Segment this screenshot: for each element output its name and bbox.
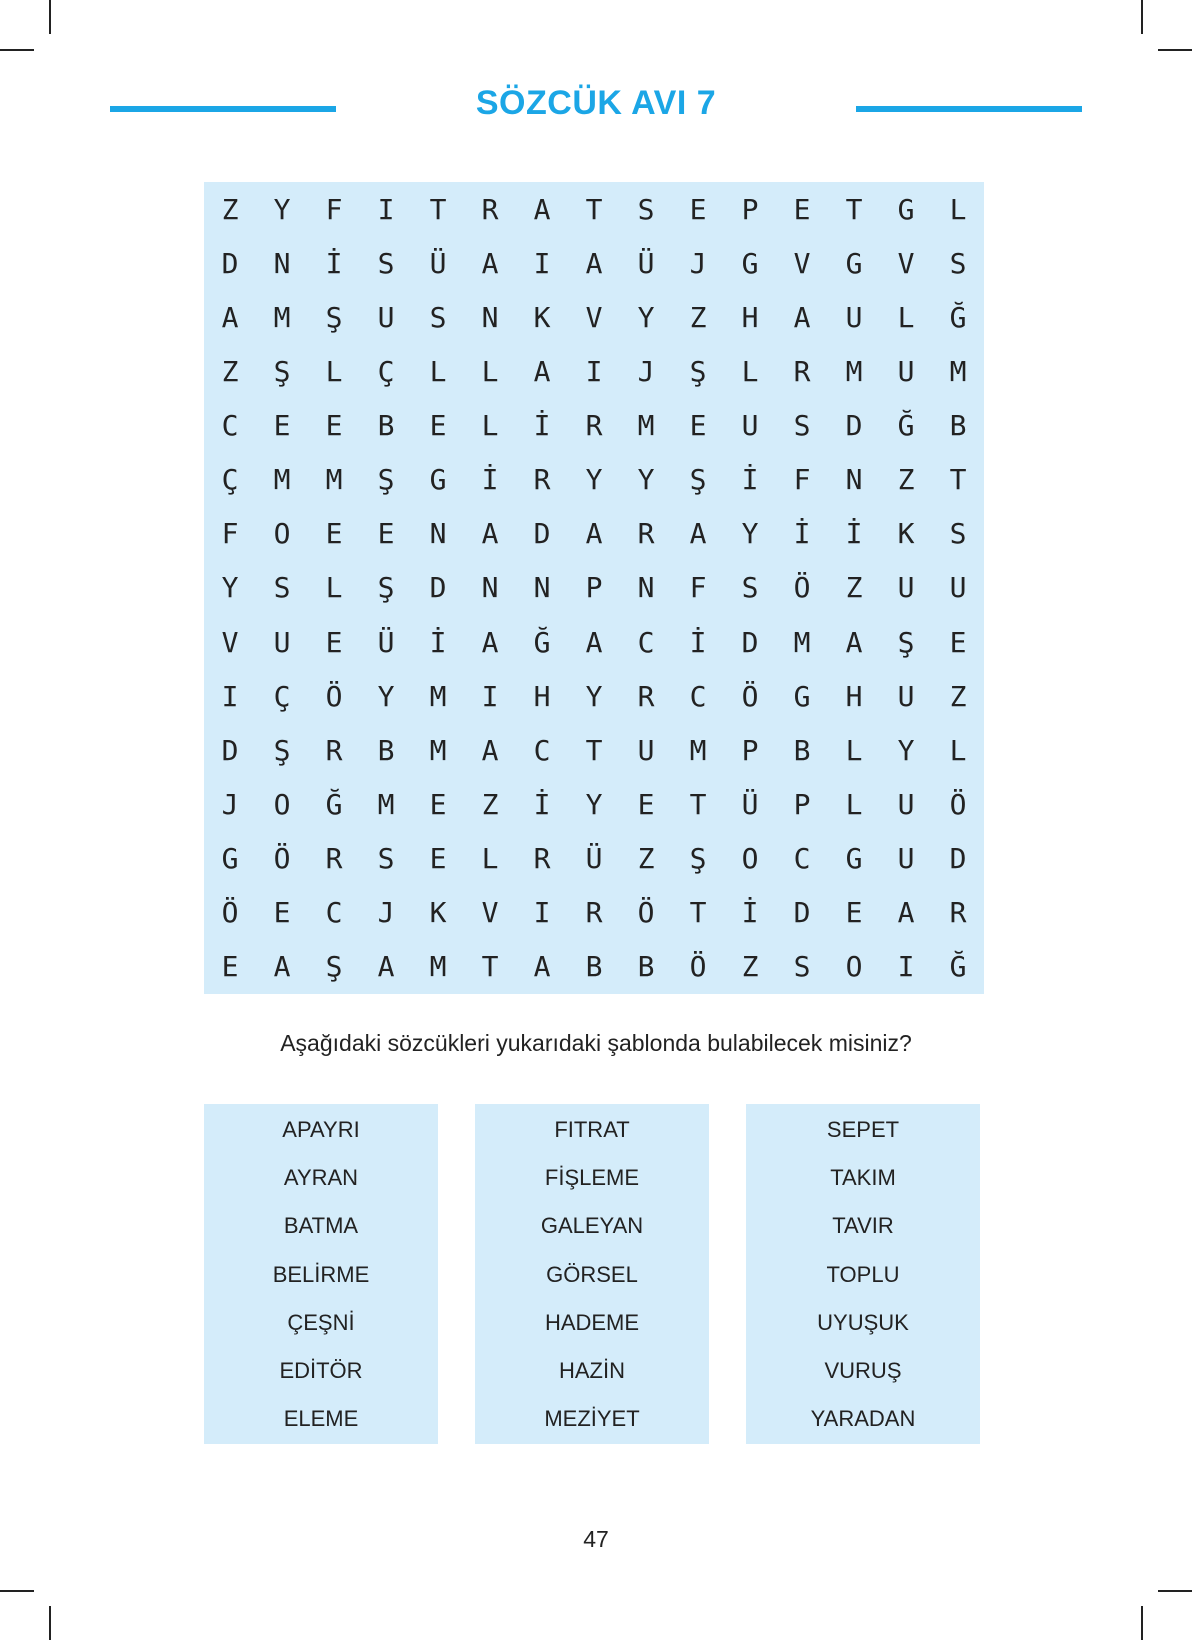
grid-letter[interactable]: D [221, 733, 239, 767]
grid-letter[interactable]: C [221, 409, 239, 443]
grid-letter[interactable]: Ö [273, 842, 291, 876]
grid-letter[interactable]: Ö [637, 896, 655, 930]
grid-letter[interactable]: E [429, 842, 447, 876]
grid-letter[interactable]: Ş [273, 733, 291, 767]
word-list-item: SEPET [826, 1117, 900, 1143]
grid-letter[interactable]: F [793, 463, 811, 497]
crop-mark [49, 1606, 51, 1640]
grid-letter[interactable]: I [533, 246, 551, 280]
grid-letter[interactable]: İ [481, 463, 499, 497]
grid-letter[interactable]: İ [533, 788, 551, 822]
grid-letter[interactable]: Y [637, 300, 655, 334]
grid-letter[interactable]: A [273, 950, 291, 984]
crop-mark [0, 1590, 34, 1592]
grid-letter[interactable]: T [949, 463, 967, 497]
grid-letter[interactable]: G [221, 842, 239, 876]
grid-letter[interactable]: Y [585, 679, 603, 713]
grid-letter[interactable]: S [273, 571, 291, 605]
grid-letter[interactable]: O [273, 517, 291, 551]
grid-letter[interactable]: A [481, 517, 499, 551]
grid-letter[interactable]: S [741, 571, 759, 605]
grid-letter[interactable]: O [741, 842, 759, 876]
grid-letter[interactable]: D [221, 246, 239, 280]
grid-letter[interactable]: R [533, 842, 551, 876]
word-list-item: BATMA [283, 1213, 359, 1239]
grid-letter[interactable]: A [533, 950, 551, 984]
grid-letter[interactable]: C [637, 625, 655, 659]
grid-letter[interactable]: E [325, 625, 343, 659]
grid-letter[interactable]: M [273, 463, 291, 497]
grid-letter[interactable]: A [377, 950, 395, 984]
word-list-column-2 [475, 1104, 709, 1444]
grid-letter[interactable]: Ş [325, 300, 343, 334]
word-list-item: TAKIM [830, 1165, 896, 1191]
grid-letter[interactable]: M [377, 788, 395, 822]
grid-letter[interactable]: R [325, 842, 343, 876]
grid-letter[interactable]: D [533, 517, 551, 551]
grid-letter[interactable]: Y [221, 571, 239, 605]
grid-letter[interactable]: U [273, 625, 291, 659]
grid-letter[interactable]: A [585, 625, 603, 659]
grid-letter[interactable]: Y [273, 192, 291, 226]
word-list-item: APAYRI [282, 1117, 360, 1143]
grid-letter[interactable]: B [377, 733, 395, 767]
grid-letter[interactable]: C [689, 679, 707, 713]
grid-letter[interactable]: U [897, 679, 915, 713]
grid-letter[interactable]: R [949, 896, 967, 930]
grid-letter[interactable]: L [481, 842, 499, 876]
grid-letter[interactable]: T [585, 192, 603, 226]
word-list-item: HAZİN [559, 1358, 625, 1384]
crop-mark [1158, 1590, 1192, 1592]
grid-letter[interactable]: V [481, 896, 499, 930]
grid-letter[interactable]: Y [377, 679, 395, 713]
grid-letter[interactable]: N [481, 571, 499, 605]
word-list-item: UYUŞUK [817, 1309, 909, 1335]
grid-letter[interactable]: H [845, 679, 863, 713]
grid-letter[interactable]: G [741, 246, 759, 280]
grid-letter[interactable]: I [377, 192, 395, 226]
grid-letter[interactable]: I [897, 950, 915, 984]
grid-letter[interactable]: T [429, 192, 447, 226]
grid-letter[interactable]: Y [637, 463, 655, 497]
instruction-text: Aşağıdaki sözcükleri yukarıdaki şablonda bulabilecek misiniz? [280, 1030, 912, 1056]
grid-letter[interactable]: L [325, 571, 343, 605]
grid-letter[interactable]: Ö [689, 950, 707, 984]
grid-letter[interactable]: F [325, 192, 343, 226]
grid-letter[interactable]: F [221, 517, 239, 551]
grid-letter[interactable]: M [273, 300, 291, 334]
grid-letter[interactable]: T [481, 950, 499, 984]
grid-letter[interactable]: N [429, 517, 447, 551]
crop-mark [0, 49, 34, 51]
grid-letter[interactable]: Z [845, 571, 863, 605]
crop-mark [1141, 0, 1143, 34]
grid-letter[interactable]: Z [221, 354, 239, 388]
word-list-item: HADEME [544, 1309, 640, 1335]
grid-letter[interactable]: R [793, 354, 811, 388]
grid-letter[interactable]: M [949, 354, 967, 388]
grid-letter[interactable]: Ü [741, 788, 759, 822]
grid-letter[interactable]: Ş [325, 950, 343, 984]
word-list-item: TOPLU [826, 1261, 900, 1287]
grid-letter[interactable]: A [221, 300, 239, 334]
grid-letter[interactable]: C [793, 842, 811, 876]
grid-letter[interactable]: Ş [897, 625, 915, 659]
grid-letter[interactable]: E [689, 192, 707, 226]
grid-letter[interactable]: M [689, 733, 707, 767]
grid-letter[interactable]: U [637, 733, 655, 767]
grid-letter[interactable]: Ü [637, 246, 655, 280]
grid-letter[interactable]: Ğ [949, 950, 967, 984]
grid-letter[interactable]: Y [897, 733, 915, 767]
grid-letter[interactable]: L [845, 733, 863, 767]
grid-letter[interactable]: M [429, 950, 447, 984]
grid-letter[interactable]: L [325, 354, 343, 388]
grid-letter[interactable]: Z [221, 192, 239, 226]
word-list-item: FITRAT [554, 1117, 630, 1143]
grid-letter[interactable]: Y [741, 517, 759, 551]
grid-letter[interactable]: M [793, 625, 811, 659]
grid-letter[interactable]: Ç [273, 679, 291, 713]
grid-letter[interactable]: T [845, 192, 863, 226]
grid-letter[interactable]: S [949, 517, 967, 551]
grid-letter[interactable]: L [897, 300, 915, 334]
grid-letter[interactable]: C [325, 896, 343, 930]
grid-letter[interactable]: Z [481, 788, 499, 822]
grid-letter[interactable]: Ş [689, 842, 707, 876]
grid-letter[interactable]: E [845, 896, 863, 930]
word-list-item: TAVIR [832, 1213, 894, 1239]
grid-letter[interactable]: İ [741, 896, 759, 930]
grid-letter[interactable]: Y [585, 463, 603, 497]
grid-letter[interactable]: Ö [793, 571, 811, 605]
grid-letter[interactable]: A [533, 354, 551, 388]
grid-letter[interactable]: B [377, 409, 395, 443]
grid-letter[interactable]: N [273, 246, 291, 280]
grid-letter[interactable]: Ğ [949, 300, 967, 334]
grid-letter[interactable]: E [325, 517, 343, 551]
word-list-item: FİŞLEME [544, 1165, 640, 1191]
grid-letter[interactable]: Ö [949, 788, 967, 822]
grid-letter[interactable]: L [949, 192, 967, 226]
grid-letter[interactable]: N [845, 463, 863, 497]
word-list-column-3 [746, 1104, 980, 1444]
grid-letter[interactable]: G [897, 192, 915, 226]
grid-letter[interactable]: A [585, 517, 603, 551]
grid-letter[interactable]: J [689, 246, 707, 280]
page-number: 47 [583, 1526, 609, 1552]
grid-letter[interactable]: K [897, 517, 915, 551]
grid-letter[interactable]: E [429, 409, 447, 443]
grid-letter[interactable]: Ö [325, 679, 343, 713]
grid-letter[interactable]: İ [429, 625, 447, 659]
grid-letter[interactable]: L [481, 354, 499, 388]
grid-letter[interactable]: A [897, 896, 915, 930]
grid-letter[interactable]: A [689, 517, 707, 551]
grid-letter[interactable]: L [845, 788, 863, 822]
grid-letter[interactable]: V [897, 246, 915, 280]
grid-letter[interactable]: S [637, 192, 655, 226]
grid-letter[interactable]: N [533, 571, 551, 605]
grid-letter[interactable]: Ü [377, 625, 395, 659]
grid-letter[interactable]: E [793, 192, 811, 226]
grid-letter[interactable]: O [273, 788, 291, 822]
grid-letter[interactable]: Ğ [325, 788, 343, 822]
grid-letter[interactable]: Z [949, 679, 967, 713]
grid-letter[interactable]: J [637, 354, 655, 388]
grid-letter[interactable]: D [845, 409, 863, 443]
grid-letter[interactable]: H [533, 679, 551, 713]
grid-letter[interactable]: A [481, 625, 499, 659]
grid-letter[interactable]: E [637, 788, 655, 822]
grid-letter[interactable]: İ [689, 625, 707, 659]
grid-letter[interactable]: E [273, 409, 291, 443]
grid-letter[interactable]: I [221, 679, 239, 713]
crop-mark [49, 0, 51, 34]
grid-letter[interactable]: B [793, 733, 811, 767]
grid-letter[interactable]: E [273, 896, 291, 930]
grid-letter[interactable]: I [585, 354, 603, 388]
grid-letter[interactable]: İ [533, 409, 551, 443]
grid-letter[interactable]: K [533, 300, 551, 334]
grid-letter[interactable]: Ö [741, 679, 759, 713]
grid-letter[interactable]: S [949, 246, 967, 280]
grid-letter[interactable]: R [637, 679, 655, 713]
grid-letter[interactable]: A [481, 733, 499, 767]
grid-letter[interactable]: C [533, 733, 551, 767]
word-list-item: YARADAN [810, 1406, 916, 1432]
grid-letter[interactable]: U [949, 571, 967, 605]
crop-mark [1141, 1606, 1143, 1640]
grid-letter[interactable]: R [533, 463, 551, 497]
grid-letter[interactable]: V [585, 300, 603, 334]
grid-letter[interactable]: E [689, 409, 707, 443]
grid-letter[interactable]: P [585, 571, 603, 605]
grid-letter[interactable]: U [897, 842, 915, 876]
grid-letter[interactable]: S [793, 409, 811, 443]
grid-letter[interactable]: E [325, 409, 343, 443]
grid-letter[interactable]: Ş [377, 571, 395, 605]
word-list-item: EDİTÖR [279, 1358, 363, 1384]
grid-letter[interactable]: T [689, 896, 707, 930]
grid-letter[interactable]: D [429, 571, 447, 605]
grid-letter[interactable]: Ğ [533, 625, 551, 659]
grid-letter[interactable]: P [741, 192, 759, 226]
grid-letter[interactable]: Ç [377, 354, 395, 388]
grid-letter[interactable]: M [325, 463, 343, 497]
grid-letter[interactable]: Ö [221, 896, 239, 930]
grid-letter[interactable]: R [585, 409, 603, 443]
word-search-panel [204, 182, 984, 994]
grid-letter[interactable]: U [741, 409, 759, 443]
grid-letter[interactable]: A [793, 300, 811, 334]
grid-letter[interactable]: B [949, 409, 967, 443]
grid-letter[interactable]: M [637, 409, 655, 443]
grid-letter[interactable]: İ [793, 517, 811, 551]
grid-letter[interactable]: Ğ [897, 409, 915, 443]
grid-letter[interactable]: V [221, 625, 239, 659]
grid-letter[interactable]: B [585, 950, 603, 984]
grid-letter[interactable]: J [221, 788, 239, 822]
grid-letter[interactable]: İ [741, 463, 759, 497]
grid-letter[interactable]: H [741, 300, 759, 334]
grid-letter[interactable]: D [949, 842, 967, 876]
grid-letter[interactable]: G [793, 679, 811, 713]
grid-letter[interactable]: P [793, 788, 811, 822]
word-list-column-1 [204, 1104, 438, 1444]
grid-letter[interactable]: I [481, 679, 499, 713]
grid-letter[interactable]: T [585, 733, 603, 767]
grid-letter[interactable]: F [689, 571, 707, 605]
crop-mark [1158, 49, 1192, 51]
grid-letter[interactable]: D [741, 625, 759, 659]
grid-letter[interactable]: Ş [689, 354, 707, 388]
word-list-item: ÇEŞNİ [287, 1309, 355, 1335]
grid-letter[interactable]: M [429, 679, 447, 713]
page-title: SÖZCÜK AVI 7 [475, 84, 717, 122]
grid-letter[interactable]: S [377, 842, 395, 876]
grid-letter[interactable]: O [845, 950, 863, 984]
letter-grid [204, 182, 984, 994]
grid-letter[interactable]: R [637, 517, 655, 551]
grid-letter[interactable]: Z [741, 950, 759, 984]
grid-letter[interactable]: E [429, 788, 447, 822]
grid-letter[interactable]: Z [897, 463, 915, 497]
grid-letter[interactable]: N [637, 571, 655, 605]
grid-letter[interactable]: U [897, 788, 915, 822]
grid-letter[interactable]: P [741, 733, 759, 767]
grid-letter[interactable]: S [377, 246, 395, 280]
grid-letter[interactable]: U [377, 300, 395, 334]
word-list-item: ELEME [283, 1406, 359, 1432]
grid-letter[interactable]: İ [845, 517, 863, 551]
grid-letter[interactable]: A [845, 625, 863, 659]
grid-letter[interactable]: Ş [377, 463, 395, 497]
grid-letter[interactable]: Ş [689, 463, 707, 497]
grid-letter[interactable]: D [793, 896, 811, 930]
grid-letter[interactable]: L [741, 354, 759, 388]
grid-letter[interactable]: A [585, 246, 603, 280]
grid-letter[interactable]: R [481, 192, 499, 226]
grid-letter[interactable]: Z [637, 842, 655, 876]
grid-letter[interactable]: M [845, 354, 863, 388]
grid-letter[interactable]: L [949, 733, 967, 767]
grid-letter[interactable]: K [429, 896, 447, 930]
grid-letter[interactable]: M [429, 733, 447, 767]
grid-letter[interactable]: G [845, 842, 863, 876]
grid-letter[interactable]: L [481, 409, 499, 443]
word-list-item: GÖRSEL [546, 1261, 638, 1287]
grid-letter[interactable]: B [637, 950, 655, 984]
grid-letter[interactable]: Ç [221, 463, 239, 497]
grid-letter[interactable]: S [429, 300, 447, 334]
grid-letter[interactable]: J [377, 896, 395, 930]
grid-letter[interactable]: U [897, 571, 915, 605]
word-list-item: MEZİYET [544, 1406, 640, 1432]
grid-letter[interactable]: A [481, 246, 499, 280]
grid-letter[interactable]: E [221, 950, 239, 984]
grid-letter[interactable]: G [845, 246, 863, 280]
grid-letter[interactable]: Ü [585, 842, 603, 876]
grid-letter[interactable]: R [325, 733, 343, 767]
word-list-item: BELİRME [272, 1261, 370, 1287]
grid-letter[interactable]: R [585, 896, 603, 930]
grid-letter[interactable]: İ [325, 246, 343, 280]
grid-letter[interactable]: T [689, 788, 707, 822]
word-list-item: GALEYAN [540, 1213, 644, 1239]
word-list-item: VURUŞ [824, 1358, 902, 1384]
grid-letter[interactable]: U [897, 354, 915, 388]
grid-letter[interactable]: G [429, 463, 447, 497]
grid-letter[interactable]: Ü [429, 246, 447, 280]
grid-letter[interactable]: U [845, 300, 863, 334]
grid-letter[interactable]: V [793, 246, 811, 280]
grid-letter[interactable]: N [481, 300, 499, 334]
grid-letter[interactable]: E [377, 517, 395, 551]
word-list-item: AYRAN [283, 1165, 359, 1191]
grid-letter[interactable]: S [793, 950, 811, 984]
grid-letter[interactable]: Z [689, 300, 707, 334]
grid-letter[interactable]: L [429, 354, 447, 388]
grid-letter[interactable]: Y [585, 788, 603, 822]
grid-letter[interactable]: E [949, 625, 967, 659]
grid-letter[interactable]: Ş [273, 354, 291, 388]
grid-letter[interactable]: I [533, 896, 551, 930]
grid-letter[interactable]: A [533, 192, 551, 226]
